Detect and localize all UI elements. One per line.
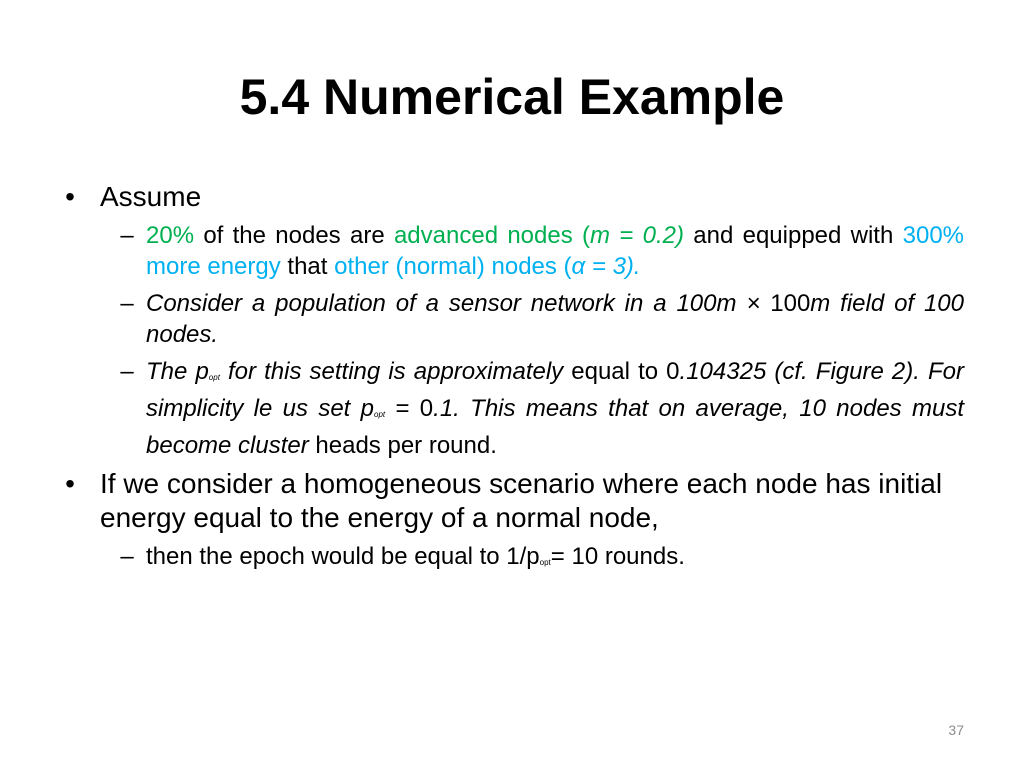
text-fragment: = 10 rounds.: [550, 543, 685, 570]
text-fragment: and equipped with: [683, 222, 903, 249]
text-fragment: equal to 0: [563, 358, 680, 385]
bullet-homogeneous: [60, 467, 964, 535]
text-fragment: then the epoch would be equal to 1/p: [146, 543, 540, 570]
sub-item-popt: [60, 356, 964, 461]
text-fragment: = 0: [385, 395, 434, 422]
bullet-icon: •: [65, 181, 75, 212]
sub-item-epoch: [60, 541, 964, 578]
text-fragment: Consider a population of a sensor network in a 100m ×: [146, 290, 771, 317]
text-fragment: m: [810, 290, 831, 317]
slide-content: [60, 180, 964, 584]
subscript-opt: opt: [539, 558, 551, 567]
text-fragment: .1. This means that on average, 10 nodes must become cluster: [146, 395, 965, 459]
text-fragment: that: [280, 253, 335, 280]
dash-icon: –: [120, 358, 134, 385]
page-number: 37: [948, 722, 964, 738]
assume-sub-list: [60, 220, 964, 461]
advanced-nodes-label: advanced nodes (: [393, 222, 591, 249]
text-fragment: heads per round.: [308, 432, 497, 459]
text-fragment: for this setting is approximately: [219, 358, 564, 385]
m-value: m = 0.2): [590, 222, 684, 249]
bullet-icon: •: [65, 468, 75, 499]
bullet-assume: [60, 180, 964, 214]
slide-title: 5.4 Numerical Example: [239, 69, 785, 125]
advanced-percent: 20%: [146, 222, 195, 249]
dash-icon: –: [120, 543, 134, 570]
assume-label: Assume: [100, 181, 202, 212]
alpha-value: α = 3).: [571, 253, 641, 280]
sub-item-advanced-nodes: [60, 220, 964, 282]
text-fragment: of the nodes are: [194, 222, 394, 249]
sub-item-population: [60, 288, 964, 350]
text-fragment: 100: [770, 290, 811, 317]
homogeneous-text: If we consider a homogeneous scenario where each node has initial energy equal to the energy of a normal node,: [100, 468, 943, 533]
more-energy-label: 300% more energy: [146, 222, 965, 280]
subscript-opt: opt: [208, 373, 220, 382]
homogeneous-sub-list: [60, 541, 964, 578]
text-fragment: field of 100 nodes.: [146, 290, 964, 348]
text-fragment: The p: [146, 358, 209, 385]
subscript-opt: opt: [374, 410, 386, 419]
text-fragment: .104325 (cf. Figure 2). For simplicity le us set p: [146, 358, 965, 422]
dash-icon: –: [120, 222, 134, 249]
normal-nodes-label: other (normal) nodes (: [334, 253, 572, 280]
dash-icon: –: [120, 290, 134, 317]
